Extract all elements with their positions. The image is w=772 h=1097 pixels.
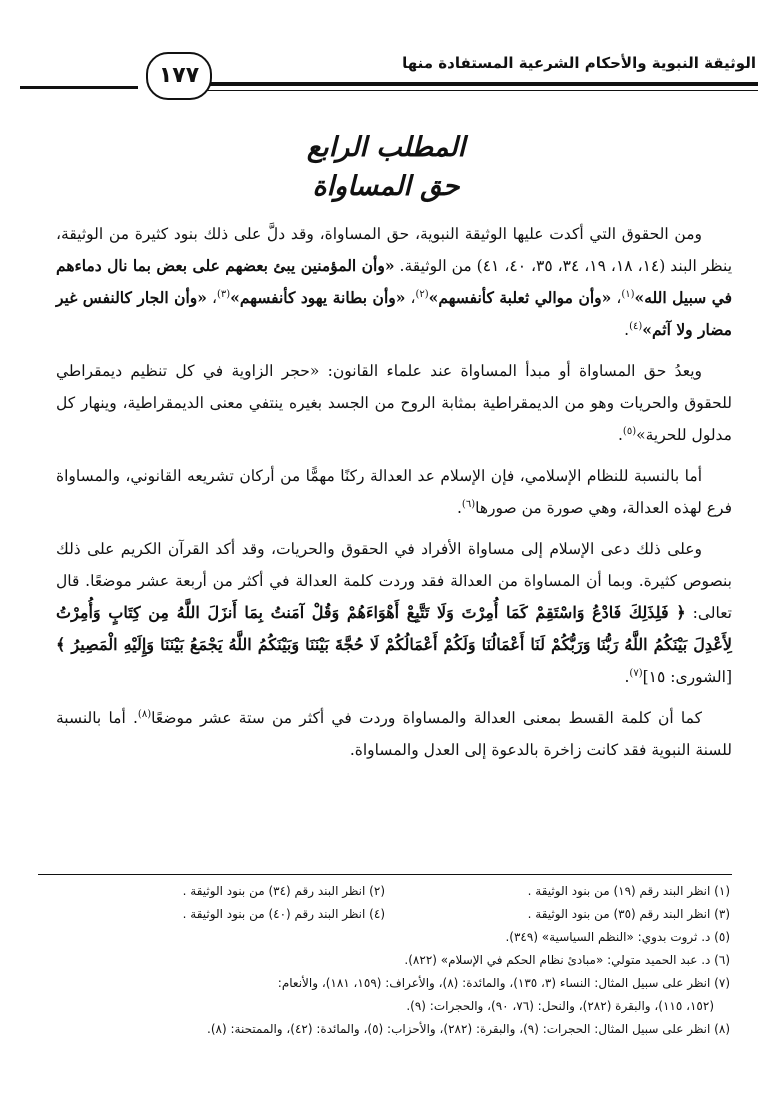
footnote-7-continued: (١٥٢، ١١٥)، والبقرة (٢٨٢)، والنحل: (٧٦، ٩٠)، والحجرات: (٩). — [406, 999, 714, 1013]
footnote-row — [40, 903, 730, 926]
running-title: الوثيقة النبوية والأحكام الشرعية المستفادة منها — [402, 54, 756, 72]
footnote-5: (٥) د. ثروت بدوي: «النظم السياسية» (٣٤٩). — [505, 930, 730, 944]
paragraph-5-end: . أما بالنسبة للسنة النبوية فقد كانت زاخرة بالدعوة إلى العدل والمساواة. — [56, 709, 732, 759]
footnote-3: (٣) انظر البند رقم (٣٥) من بنود الوثيقة . — [527, 907, 730, 921]
footnote-6: (٦) د. عبد الحميد متولي: «مبادئ نظام الحكم في الإسلام» (٨٢٢). — [404, 953, 730, 967]
paragraph-4: وعلى ذلك دعى الإسلام إلى مساواة الأفراد في الحقوق والحريات، وقد أكد القرآن الكريم على ذلك بنصوص كثيرة. وبما أن المساواة من العدالة فقد وردت كلمة العدالة في أكثر من أربعة عشر موضعًا. قال تعالى: ﴿ فَلِذَلِكَ فَادْعُ وَاسْتَقِمْ كَمَا أُمِرْتَ وَلَا تَتَّبِعْ أَهْوَاءَهُمْ وَقُلْ آمَنتُ بِمَا أَنزَلَ اللَّهُ مِن كِتَابٍ وَأُمِرْتُ لِأَعْدِلَ بَيْنَكُمُ اللَّهُ رَبُّنَا وَرَبُّكُمْ لَنَا أَعْمَالُنَا وَلَكُمْ أَعْمَالُكُمْ لَا حُجَّةَ بَيْنَنَا وَبَيْنَكُمُ اللَّهُ يَجْمَعُ بَيْنَنَا وَإِلَيْهِ الْمَصِيرُ ﴾ [الشورى: ١٥]$^{(٧)}$. — [56, 540, 732, 686]
footnote-ref-4[interactable]: (٤) — [629, 320, 643, 332]
verse-reference: [الشورى: ١٥] — [642, 668, 732, 686]
paragraph-5 — [56, 702, 732, 766]
quote-3: «وأن بطانة يهود كأنفسهم» — [230, 288, 406, 307]
paragraph-3: أما بالنسبة للنظام الإسلامي، فإن الإسلام عد العدالة ركنًا مهمًّا من أركان تشريعه القانوني، والمساواة فرع لهذه العدالة، وهي صورة من صورها$^{(٦)}$. — [56, 467, 732, 517]
footnote-ref-8[interactable]: (٨) — [137, 708, 152, 720]
paragraph-2: ويعدُ حق المساواة أو مبدأ المساواة عند علماء القانون: «حجر الزاوية في كل تنظيم ديمقراطي للحقوق والحريات وهو من الديمقراطية بمثابة الروح من الجسد بغيره ينتفي معنى الديمقراطية، وينهار كل مدلول للحرية»$^{(٥)}$. — [56, 362, 732, 444]
footnote-ref-3[interactable]: (٣) — [216, 288, 231, 300]
page-header — [20, 44, 758, 114]
section-heading: المطلب الرابع — [306, 132, 466, 163]
quote-1: «وأن المؤمنين يبئ بعضهم على بعض بما نال دماءهم في سبيل الله» — [56, 256, 733, 307]
footnote-8: (٨) انظر على سبيل المثال: الحجرات: (٩)، والبقرة: (٢٨٢)، والأحزاب: (٥)، والمائدة: (٤٢)، والممتحنة: (٨). — [207, 1022, 730, 1036]
page-number: ١٧٧ — [146, 52, 212, 100]
paragraph-5-text: كما أن كلمة القسط بمعنى العدالة والمساواة وردت في أكثر من ستة عشر موضعًا — [151, 709, 702, 727]
header-rule-left — [20, 86, 138, 89]
footnote-ref-6[interactable]: (٦) — [461, 498, 476, 510]
footnotes — [40, 880, 730, 1041]
footnote-4: (٤) انظر البند رقم (٤٠) من بنود الوثيقة . — [182, 907, 385, 921]
footnote-1: (١) انظر البند رقم (١٩) من بنود الوثيقة . — [527, 884, 730, 898]
header-rule-thin — [192, 90, 758, 91]
footnote-row — [40, 880, 730, 903]
paragraph-3-text: أما بالنسبة للنظام الإسلامي، فإن الإسلام عد العدالة ركنًا مهمًّا من أركان تشريعه القانوني، والمساواة فرع لهذه العدالة، وهي صورة من صورها — [56, 467, 732, 517]
quote-2: «وأن موالي ثعلبة كأنفسهم» — [428, 288, 612, 307]
paragraph-1: ومن الحقوق التي أكدت عليها الوثيقة النبوية، حق المساواة، وقد دلَّ على ذلك بنود كثيرة من الوثيقة، ينظر البند (١٤، ١٨، ١٩، ٣٤، ٣٥، ٤٠، ٤١) من الوثيقة. «وأن المؤمنين يبئ بعضهم على بعض بما نال دماءهم في سبيل الله»$^{(١)}$، «وأن موالي ثعلبة كأنفسهم»$^{(٢)}$، «وأن بطانة يهود كأنفسهم»$^{(٣)}$، «وأن الجار كالنفس غير مضار ولا آثم»$^{(٤)}$. — [56, 225, 733, 339]
body-text — [56, 218, 732, 775]
footnote-7: (٧) انظر على سبيل المثال: النساء (٣، ١٣٥)، والمائدة: (٨)، والأعراف: (١٥٩، ١٨١)، والأنعام: — [277, 976, 730, 990]
footnote-ref-1[interactable]: (١) — [621, 288, 635, 300]
quran-verse: ﴿ فَلِذَلِكَ فَادْعُ وَاسْتَقِمْ كَمَا أُمِرْتَ وَلَا تَتَّبِعْ أَهْوَاءَهُمْ وَقُلْ آمَنتُ بِمَا أَنزَلَ اللَّهُ مِن كِتَابٍ وَأُمِرْتُ لِأَعْدِلَ بَيْنَكُمُ اللَّهُ رَبُّنَا وَرَبُّكُمْ لَنَا أَعْمَالُنَا وَلَكُمْ أَعْمَالُكُمْ لَا حُجَّةَ بَيْنَنَا وَبَيْنَكُمُ اللَّهُ يَجْمَعُ بَيْنَنَا وَإِلَيْهِ الْمَصِيرُ ﴾ — [56, 603, 732, 654]
paragraph-1-text: ومن الحقوق التي أكدت عليها الوثيقة النبوية، حق المساواة، وقد دلَّ على ذلك بنود كثيرة من الوثيقة، ينظر البند (١٤، ١٨، ١٩، ٣٤، ٣٥، ٤٠، ٤١) من الوثيقة. — [56, 225, 733, 275]
footnote-ref-7[interactable]: (٧) — [629, 667, 643, 679]
footnote-ref-2[interactable]: (٢) — [415, 288, 429, 300]
footnote-2: (٢) انظر البند رقم (٣٤) من بنود الوثيقة . — [182, 884, 385, 898]
quote-4: «وأن الجار كالنفس غير مضار ولا آثم» — [56, 288, 732, 339]
section-title: حق المساواة — [312, 171, 460, 202]
footnote-separator — [38, 874, 732, 875]
header-rule-thick — [192, 82, 758, 86]
footnote-ref-5[interactable]: (٥) — [622, 425, 637, 437]
paragraph-2-text: ويعدُ حق المساواة أو مبدأ المساواة عند علماء القانون: «حجر الزاوية في كل تنظيم ديمقراطي للحقوق والحريات وهو من الديمقراطية بمثابة الروح من الجسد بغيره ينتفي معنى الديمقراطية، وينهار كل مدلول للحرية» — [56, 362, 732, 444]
paragraph-4-text: وعلى ذلك دعى الإسلام إلى مساواة الأفراد في الحقوق والحريات، وقد أكد القرآن الكريم على ذلك بنصوص كثيرة. وبما أن المساواة من العدالة فقد وردت كلمة العدالة في أكثر من أربعة عشر موضعًا. قال تعالى: — [56, 540, 732, 622]
